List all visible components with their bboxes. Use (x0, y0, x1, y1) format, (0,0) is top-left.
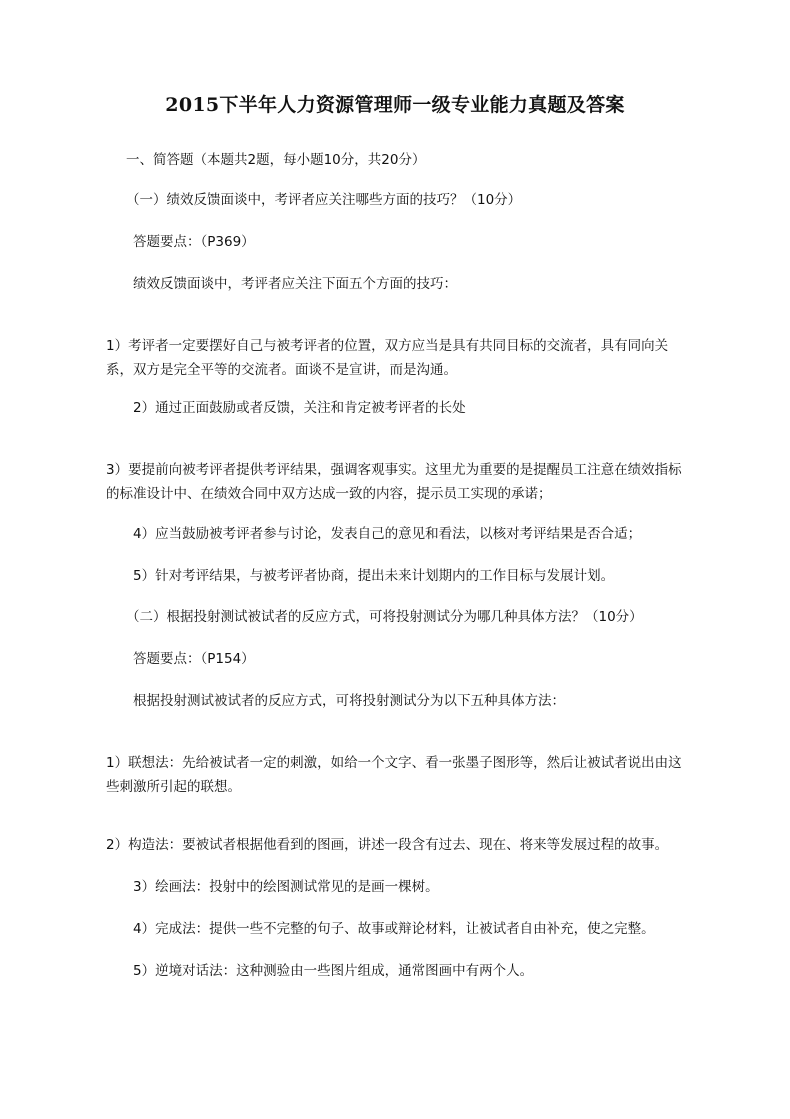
question-2-point-2: 2）构造法：要被试者根据他看到的图画，讲述一段含有过去、现在、将来等发展过程的故事。 (106, 837, 669, 853)
question-1-point-5: 5）针对考评结果，与被考评者协商，提出未来计划期内的工作目标与发展计划。 (133, 568, 615, 584)
question-2-point-3: 3）绘画法：投射中的绘图测试常见的是画一棵树。 (133, 879, 439, 895)
document-title: 2015下半年人力资源管理师一级专业能力真题及答案 (165, 94, 625, 116)
question-2-answer-ref: 答题要点：（P154） (133, 651, 255, 667)
question-1-intro: 绩效反馈面谈中，考评者应关注下面五个方面的技巧： (133, 276, 457, 292)
question-1-point-1: 1）考评者一定要摆好自己与被考评者的位置，双方应当是具有共同目标的交流者，具有同向关系，双方是完全平等的交流者。面谈不是宣讲，而是沟通。 (106, 338, 669, 378)
question-1-point-4: 4）应当鼓励被考评者参与讨论，发表自己的意见和看法，以核对考评结果是否合适； (133, 526, 642, 542)
question-1-point-2: 2）通过正面鼓励或者反馈，关注和肯定被考评者的长处 (133, 400, 466, 416)
question-2-point-4: 4）完成法：提供一些不完整的句子、故事或辩论材料，让被试者自由补充，使之完整。 (133, 921, 655, 937)
question-2-point-5: 5）逆境对话法：这种测验由一些图片组成，通常图画中有两个人。 (133, 963, 534, 979)
question-2-point-1: 1）联想法：先给被试者一定的刺激，如给一个文字、看一张墨子图形等，然后让被试者说出由这些刺激所引起的联想。 (106, 755, 682, 795)
question-1-answer-ref: 答题要点：（P369） (133, 234, 255, 250)
question-1-prompt: （一）绩效反馈面谈中，考评者应关注哪些方面的技巧？（10分） (126, 192, 522, 208)
section-heading: 一、简答题（本题共2题，每小题10分，共20分） (126, 152, 426, 168)
question-2-prompt: （二）根据投射测试被试者的反应方式，可将投射测试分为哪几种具体方法？（10分） (126, 609, 643, 625)
question-1-point-3: 3）要提前向被考评者提供考评结果，强调客观事实。这里尤为重要的是提醒员工注意在绩效指标的标准设计中、在绩效合同中双方达成一致的内容，提示员工实现的承诺； (106, 462, 682, 502)
question-2-intro: 根据投射测试被试者的反应方式，可将投射测试分为以下五种具体方法： (133, 693, 565, 709)
